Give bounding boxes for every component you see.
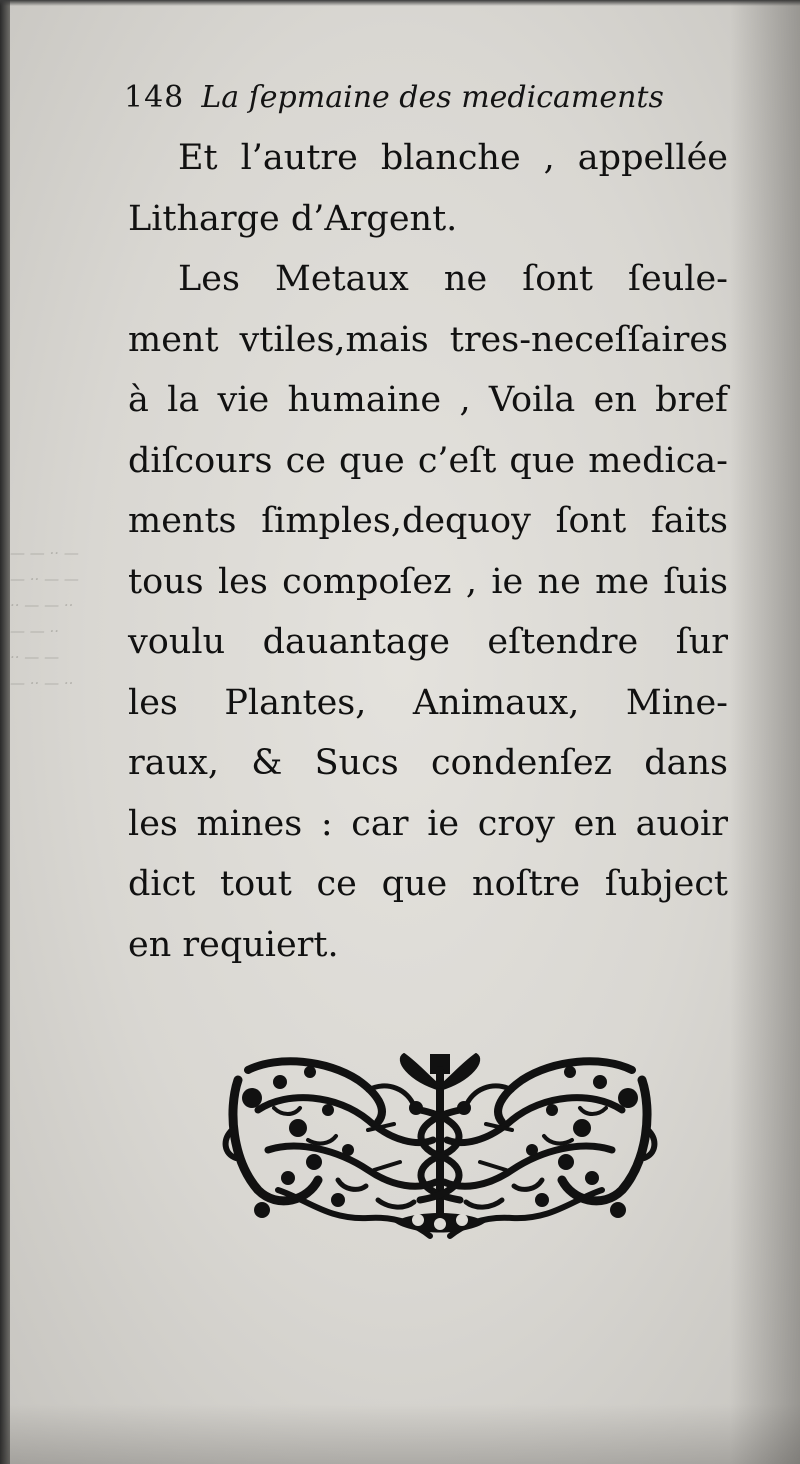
text-line: à la vie humaine , Voila en bref: [128, 380, 728, 420]
ornament-left-scroll: [226, 1061, 436, 1236]
caduceus-tailpiece-icon: [218, 1050, 662, 1240]
text-line: Et l’autre blanche , appellée: [178, 138, 728, 178]
page-left-edge: [0, 0, 10, 1464]
text-line: les Plantes, Animaux, Mine-: [128, 682, 728, 723]
text-line: ments ſimples,dequoy ſont faits: [128, 501, 728, 541]
text-line: raux, & Sucs condenſez dans: [128, 743, 728, 783]
text-line: Litharge d’Argent.: [128, 198, 458, 239]
text-line: les mines : car ie croy en auoir: [128, 803, 728, 844]
text-line: tous les compoſez , ie ne me ſuis: [128, 561, 728, 602]
ornament-right-scroll: [444, 1061, 654, 1236]
page-top-edge: [0, 0, 800, 6]
page-gutter-shadow: [730, 0, 800, 1464]
page-bottom-shadow: [0, 1404, 800, 1464]
text-line: ment vtiles,mais tres-neceſſaires: [128, 319, 728, 360]
page-number: 148: [124, 80, 185, 115]
text-line: Les Metaux ne ſont ſeule-: [178, 259, 728, 299]
bleed-through-marks: — — ·· — — ·· — — ·· — — ·· — — ·· ·· — — — ·· — ··: [10, 544, 79, 692]
text-line: diſcours ce que c’eſt que medica-: [128, 440, 728, 481]
text-line: en requiert.: [128, 924, 339, 965]
text-line: voulu dauantage eſtendre ſur: [128, 622, 728, 662]
body-text: [128, 128, 728, 975]
text-line: dict tout ce que noſtre ſubject: [128, 864, 728, 904]
running-title: La ſepmaine des medicaments: [201, 80, 664, 115]
running-header: [124, 80, 684, 130]
